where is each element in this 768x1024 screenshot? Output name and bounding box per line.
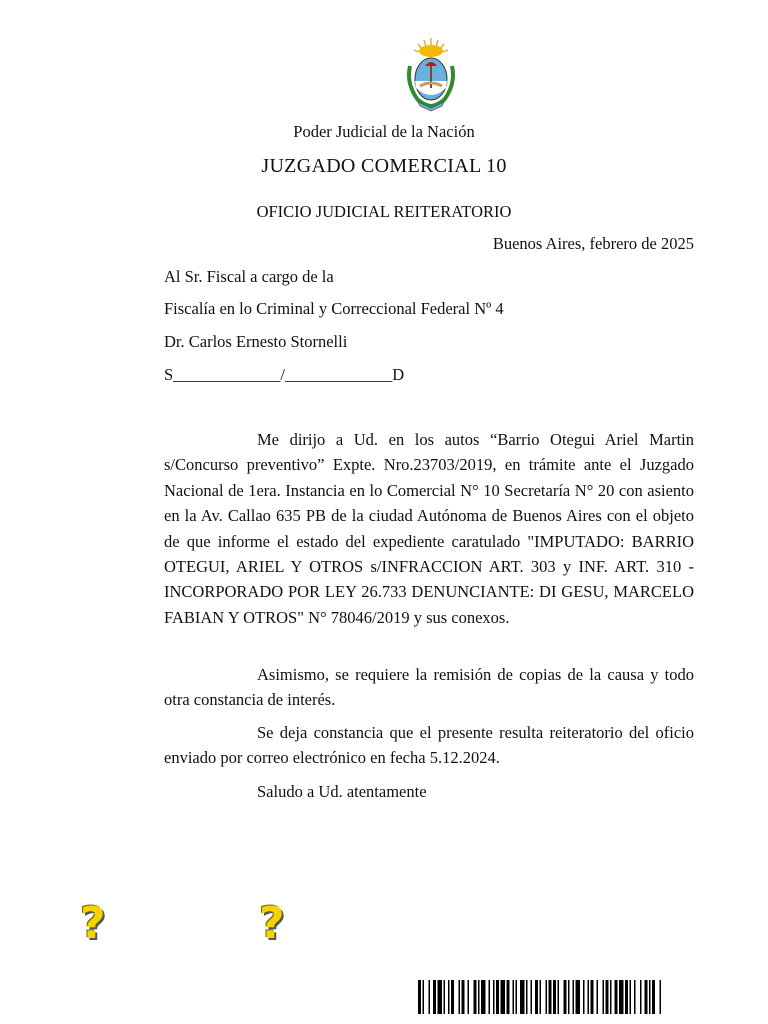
addressee-line-3: Dr. Carlos Ernesto Stornelli: [164, 332, 348, 351]
body-paragraph-2: Asimismo, se requiere la remisión de copias de la causa y todo otra constancia de interés.: [164, 665, 694, 710]
signature-placeholder-right: ?: [259, 898, 285, 949]
addressee-line-2: Fiscalía en lo Criminal y Correccional Federal Nº 4: [164, 299, 504, 318]
barcode-icon: [418, 980, 764, 1014]
place-and-date: Buenos Aires, febrero de 2025: [492, 234, 694, 253]
institution-title: Poder Judicial de la Nación: [293, 122, 475, 141]
closing-line: Saludo a Ud. atentamente: [257, 782, 427, 801]
body-paragraph-3: Se deja constancia que el presente resulta reiteratorio del oficio enviado por correo electrónico en fecha 5.12.2024.: [164, 723, 694, 768]
addressee-line-4: S_____________/_____________D: [164, 365, 405, 384]
addressee-line-1: Al Sr. Fiscal a cargo de la: [164, 267, 334, 286]
body-paragraph-1: Me dirijo a Ud. en los autos “Barrio Otegui Ariel Martin s/Concurso preventivo” Expte. Nro.23703/2019, en trámite ante el Juzgado Nacional de 1era. Instancia en lo Comercial N° 10 Secretaría N° 20 con asiento en la Av. Callao 635 PB de la ciudad Autónoma de Buenos Aires con el objeto de que informe el estado del expediente caratulado "IMPUTADO: BARRIO OTEGUI, ARIEL Y OTROS s/INFRACCION ART. 303 y INF. ART. 310 - INCORPORADO POR LEY 26.733 DENUNCIANTE: DI GESU, MARCELO FABIAN Y OTROS" N° 78046/2019 y sus conexos.: [164, 430, 694, 627]
signature-placeholder-left: ?: [80, 898, 106, 949]
coat-of-arms-icon: [404, 36, 458, 112]
document-type-title: OFICIO JUDICIAL REITERATORIO: [256, 202, 512, 221]
court-title: JUZGADO COMERCIAL 10: [261, 155, 507, 177]
